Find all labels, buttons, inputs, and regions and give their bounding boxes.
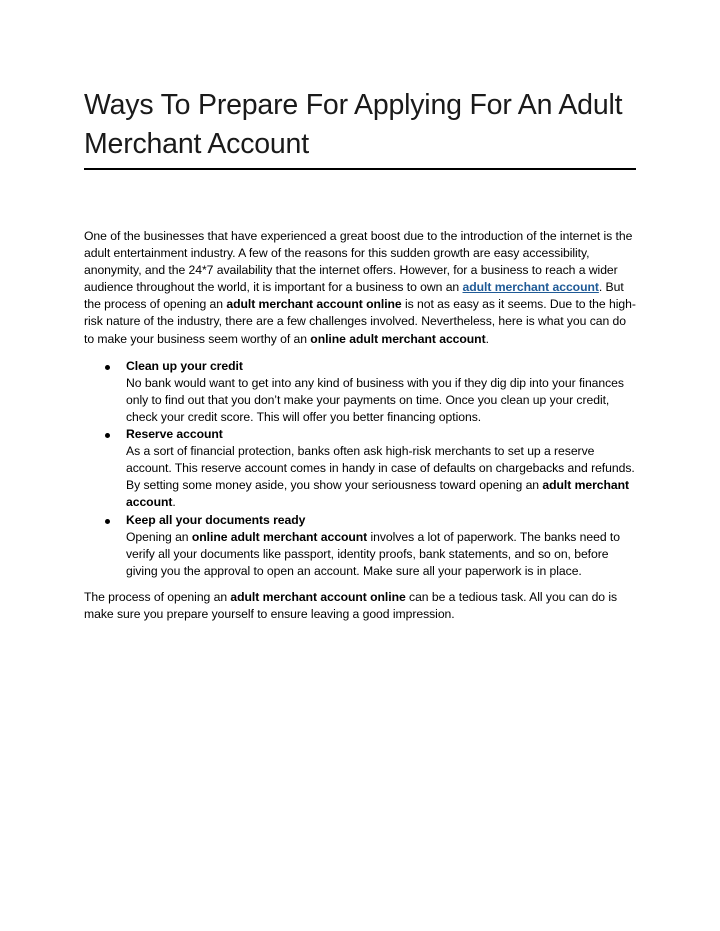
bullet-heading: Clean up your credit <box>126 358 243 373</box>
bullet-heading: Reserve account <box>126 427 223 442</box>
bullet-bold: adult merchant account <box>126 478 630 510</box>
bullet-text-end: . <box>172 495 176 510</box>
intro-bold-1: adult merchant account online <box>226 297 402 312</box>
list-item-documents <box>84 512 636 580</box>
intro-text-2: . But the process of opening an <box>84 280 624 312</box>
intro-paragraph <box>84 228 636 348</box>
bullet-text: As a sort of financial protection, banks often ask high-risk merchants to set up a reserve account. This reserve account comes in handy in case of defaults on chargebacks and refunds. By setting some money aside, you show your seriousness toward opening an <box>126 444 635 493</box>
bullet-icon <box>105 433 110 438</box>
list-item-clean-credit <box>84 358 636 426</box>
intro-text-4: . <box>485 331 489 346</box>
bullet-text: Opening an <box>126 529 192 544</box>
adult-merchant-account-link[interactable]: adult merchant account <box>462 280 599 295</box>
page-title: Ways To Prepare For Applying For An Adult Merchant Account <box>84 86 636 170</box>
intro-text-1: One of the businesses that have experienced a great boost due to the introduction of the internet is the adult entertainment industry. A few of the reasons for this sudden growth are easy accessibility, anonymity, and the 24*7 availability that the internet offers. However, for a business to reach a wider audience throughout the world, it is important for a business to own an <box>84 229 633 295</box>
closing-text-2: can be a tedious task. All you can do is make sure you prepare yourself to ensure leaving a good impression. <box>84 589 618 621</box>
intro-text-3: is not as easy as it seems. Due to the high-risk nature of the industry, there are a few challenges involved. Nevertheless, here is what you can do to make your business seem worthy of an <box>84 297 636 346</box>
bullet-heading: Keep all your documents ready <box>126 512 306 527</box>
bullet-icon <box>105 519 110 524</box>
closing-bold: adult merchant account online <box>230 589 406 604</box>
closing-paragraph <box>84 589 636 623</box>
bullet-text-end: involves a lot of paperwork. The banks need to verify all your documents like passport, identity proofs, bank statements, and so on, before giving you the approval to open an account. Make sure all your paperwork is in place. <box>126 529 620 578</box>
closing-text-1: The process of opening an <box>84 589 231 604</box>
document-page <box>84 86 636 623</box>
bullet-bold: online adult merchant account <box>191 529 368 544</box>
tips-list <box>84 358 636 580</box>
intro-bold-2: online adult merchant account <box>310 331 486 346</box>
bullet-icon <box>105 365 110 370</box>
bullet-text: No bank would want to get into any kind of business with you if they dig dip into your finances only to find out that you don’t make your payments on time. Once you clean up your credit, check your credit score. This will offer you better financing options. <box>126 375 624 424</box>
list-item-reserve-account <box>84 426 636 511</box>
